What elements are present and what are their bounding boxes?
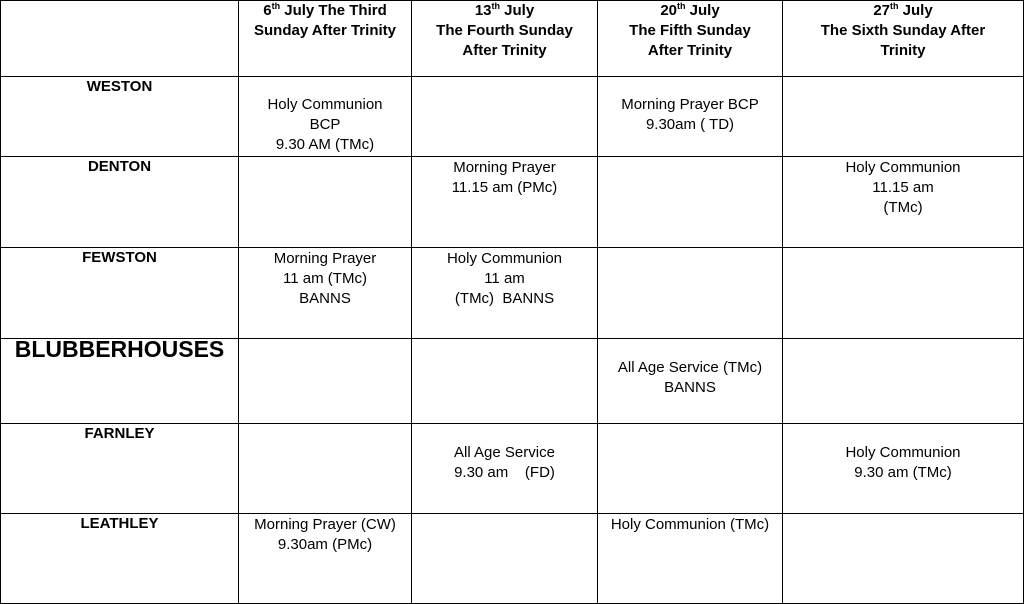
column-header-line: The Fourth Sunday — [436, 22, 573, 39]
date-rest: July — [898, 2, 933, 19]
date-number: 27 — [873, 2, 890, 19]
service-cell — [598, 157, 783, 248]
service-text: (TMc) BANNS — [454, 290, 555, 307]
service-cell — [783, 157, 1024, 248]
service-text: Morning Prayer — [273, 250, 377, 267]
service-cell — [239, 77, 412, 157]
service-cell — [783, 339, 1024, 424]
service-text: Holy Communion — [845, 159, 961, 176]
service-cell — [412, 77, 598, 157]
service-text: Morning Prayer — [453, 159, 556, 176]
church-name-cell: WESTON — [1, 77, 239, 157]
column-header-line: After Trinity — [462, 42, 547, 59]
column-header-2 — [412, 1, 598, 77]
service-text: BANNS — [299, 290, 351, 307]
date-rest: July The Third — [280, 2, 387, 19]
column-header-date-line — [239, 1, 411, 21]
service-text: 9.30am (PMc) — [277, 536, 373, 553]
service-text: Holy Communion (TMc) — [610, 516, 770, 533]
service-text: 9.30am ( TD) — [645, 116, 735, 133]
service-cell — [239, 339, 412, 424]
service-cell — [783, 424, 1024, 514]
column-header-4 — [783, 1, 1024, 77]
column-header-3 — [598, 1, 783, 77]
column-header-line: Sunday After Trinity — [254, 22, 396, 39]
service-text: 11.15 am (PMc) — [451, 179, 558, 196]
church-name-cell: LEATHLEY — [1, 514, 239, 604]
service-text: 11 am (TMc) — [283, 270, 367, 287]
date-suffix: th — [677, 1, 686, 11]
service-cell — [598, 339, 783, 424]
service-cell — [783, 77, 1024, 157]
service-cell — [783, 248, 1024, 339]
service-cell — [412, 339, 598, 424]
service-text: All Age Service (TMc) — [617, 359, 763, 376]
service-text: (TMc) — [883, 199, 923, 216]
service-cell — [412, 424, 598, 514]
service-cell — [412, 248, 598, 339]
church-name-cell: FEWSTON — [1, 248, 239, 339]
column-header-line: The Fifth Sunday — [629, 22, 751, 39]
service-cell — [239, 424, 412, 514]
service-text: Holy Communion — [845, 444, 961, 461]
column-header-date-line — [412, 1, 597, 21]
column-header-line: Trinity — [880, 42, 926, 59]
table-row — [1, 77, 1024, 157]
service-text: 11 am — [484, 270, 525, 287]
service-cell — [598, 514, 783, 604]
column-header-date-line — [598, 1, 782, 21]
service-cell — [239, 157, 412, 248]
date-rest: July — [500, 2, 535, 19]
service-text: 9.30 AM (TMc) — [275, 136, 375, 153]
column-header-1 — [239, 1, 412, 77]
service-cell — [412, 514, 598, 604]
service-text: Holy Communion — [267, 96, 383, 113]
service-cell — [239, 514, 412, 604]
date-suffix: th — [890, 1, 899, 11]
service-text: Morning Prayer BCP — [621, 96, 759, 113]
service-text: 9.30 am (TMc) — [854, 464, 952, 481]
column-header-date-line — [783, 1, 1023, 21]
service-cell — [783, 514, 1024, 604]
date-suffix: th — [491, 1, 500, 11]
date-number: 13 — [474, 2, 492, 19]
table-row — [1, 157, 1024, 248]
church-name-cell: FARNLEY — [1, 424, 239, 514]
service-cell — [598, 77, 783, 157]
service-cell — [412, 157, 598, 248]
service-cell — [239, 248, 412, 339]
column-header-line: The Sixth Sunday After — [820, 22, 986, 39]
service-cell — [598, 248, 783, 339]
table-row — [1, 514, 1024, 604]
table-row — [1, 424, 1024, 514]
church-name-cell: BLUBBERHOUSES — [1, 339, 239, 424]
service-text: 11.15 am — [872, 179, 934, 196]
corner-cell — [1, 1, 239, 77]
service-text: 9.30 am (FD) — [454, 464, 555, 481]
header-row — [1, 1, 1024, 77]
service-text: Holy Communion — [446, 250, 563, 267]
service-text: All Age Service — [454, 444, 555, 461]
service-text: BCP — [309, 116, 341, 133]
service-cell — [598, 424, 783, 514]
church-name-cell: DENTON — [1, 157, 239, 248]
column-header-line: After Trinity — [647, 42, 733, 59]
table-row — [1, 248, 1024, 339]
date-suffix: th — [271, 1, 281, 11]
table-row — [1, 339, 1024, 424]
date-number: 20 — [660, 2, 677, 19]
service-text: Morning Prayer (CW) — [254, 516, 396, 533]
service-text: BANNS — [664, 379, 716, 396]
date-number: 6 — [263, 2, 272, 19]
date-rest: July — [685, 2, 720, 19]
